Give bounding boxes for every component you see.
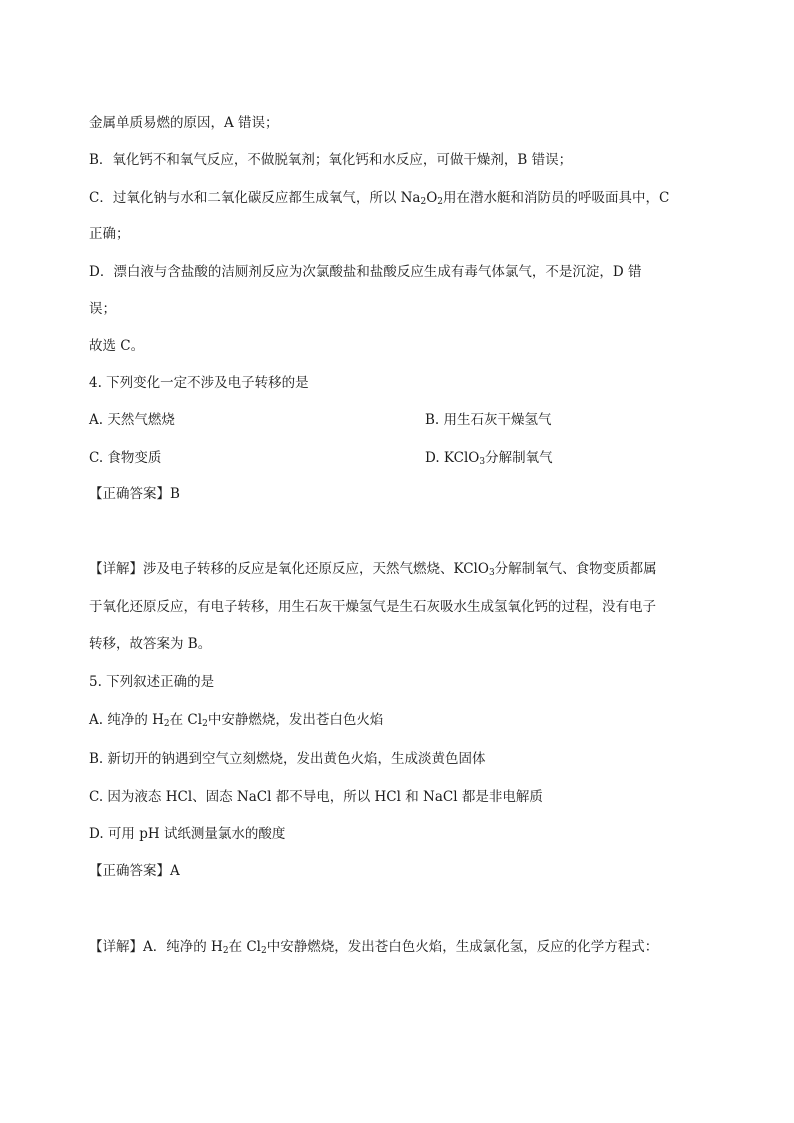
q5-option-a [89, 710, 383, 730]
q4-option-a: A. 天然气燃烧 [89, 412, 175, 428]
text: D. KClO [425, 450, 480, 466]
text: 在 Cl [169, 712, 203, 728]
subscript: 2 [222, 946, 229, 956]
q4-detail-line-1 [89, 559, 657, 579]
subscript: 3 [479, 457, 486, 467]
text: 分解制氧气 [485, 450, 553, 466]
text: C．过氧化钠与水和二氧化碳反应都生成氧气，所以 Na [89, 190, 421, 206]
q4-option-d [425, 448, 553, 468]
q3-a-conclusion: 金属单质易燃的原因，A 错误； [89, 115, 279, 131]
q3-option-d-continuation: 误； [89, 301, 116, 317]
text: A. 纯净的 H [89, 712, 164, 728]
q5-stem: 5. 下列叙述正确的是 [89, 674, 215, 690]
text: 【详解】A．纯净的 H [89, 939, 223, 955]
text: 分解制氧气、食物变质都属 [494, 561, 657, 577]
q3-option-d-explanation: D．漂白液与含盐酸的洁厕剂反应为次氯酸盐和盐酸反应生成有毒气体氯气，不是沉淀，D 错 [89, 264, 642, 280]
q5-option-b: B. 新切开的钠遇到空气立刻燃烧，发出黄色火焰，生成淡黄色固体 [89, 751, 486, 767]
text: 【详解】涉及电子转移的反应是氧化还原反应，天然气燃烧、KClO [89, 561, 489, 577]
subscript: 2 [202, 719, 208, 729]
subscript: 2 [261, 946, 267, 956]
q3-conclusion: 故选 C。 [89, 338, 145, 354]
text: 中安静燃烧，发出苍白色火焰 [207, 712, 384, 728]
q4-detail-line-2: 于氧化还原反应，有电子转移，用生石灰干燥氢气是生石灰吸水生成氢氧化钙的过程，没有电子 [89, 599, 656, 615]
q4-stem: 4. 下列变化一定不涉及电子转移的是 [89, 375, 309, 391]
text: 用在潜水艇和消防员的呼吸面具中，C [443, 190, 670, 206]
text: 在 Cl [228, 939, 262, 955]
q3-option-c-explanation [89, 188, 669, 208]
text: O [426, 190, 438, 206]
subscript: 3 [488, 568, 495, 578]
subscript: 2 [163, 719, 170, 729]
q4-answer: 【正确答案】B [89, 486, 180, 502]
subscript: 2 [437, 197, 444, 207]
q5-option-d: D. 可用 pH 试纸测量氯水的酸度 [89, 826, 286, 842]
q3-option-c-continuation: 正确； [89, 226, 130, 242]
q5-option-c: C. 因为液态 HCl、固态 NaCl 都不导电，所以 HCl 和 NaCl 都是非电解质 [89, 789, 543, 805]
q3-option-b-explanation: B．氧化钙不和氧气反应，不做脱氧剂；氧化钙和水反应，可做干燥剂，B 错误； [89, 152, 573, 168]
q4-option-b: B. 用生石灰干燥氢气 [425, 412, 552, 428]
q5-detail-line-1 [89, 937, 658, 957]
q4-detail-line-3: 转移，故答案为 B。 [89, 636, 212, 652]
q5-answer: 【正确答案】A [89, 863, 180, 879]
subscript: 2 [420, 197, 427, 207]
q4-option-c: C. 食物变质 [89, 450, 162, 466]
text: 中安静燃烧，发出苍白色火焰，生成氯化氢，反应的化学方程式： [266, 939, 659, 955]
